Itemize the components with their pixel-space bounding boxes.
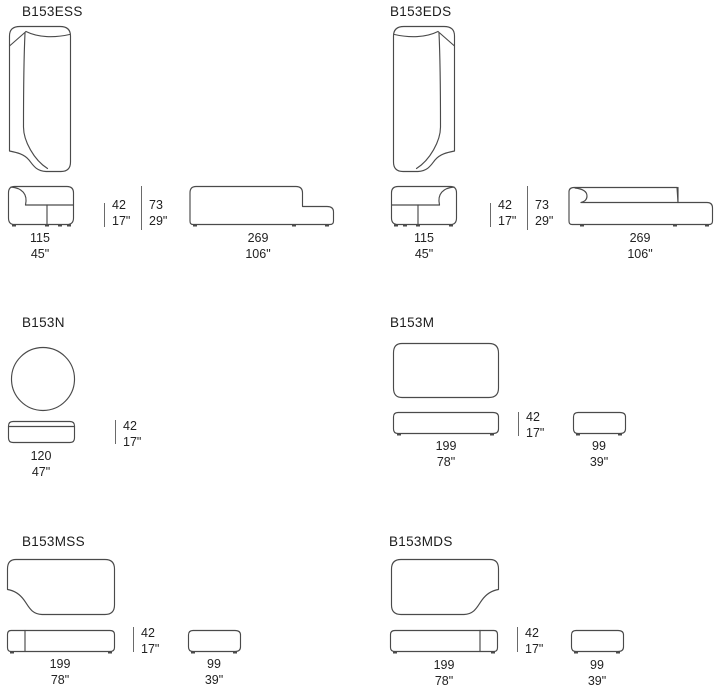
dimension-value-cm: 42 — [112, 198, 126, 212]
mds-depth-label — [565, 658, 629, 689]
dimension-value-cm: 42 — [525, 626, 539, 640]
model-ess-label: B153ESS — [22, 4, 83, 19]
m-side-view-drawing — [572, 411, 627, 438]
ess-side-view-drawing — [188, 185, 336, 228]
dimension-value-in: 17" — [112, 213, 131, 228]
model-n-label: B153N — [22, 315, 65, 330]
dimension-value-in: 17" — [525, 641, 544, 656]
dimension-value-cm: 115 — [30, 231, 50, 245]
mds-seat-height-dim-line — [517, 627, 518, 652]
ess-front-view-drawing — [7, 185, 75, 228]
n-seat-height-dim-line — [115, 420, 116, 444]
dimension-value-in: 106" — [245, 246, 271, 261]
dimension-value-cm: 99 — [590, 658, 604, 672]
model-m-label: B153M — [390, 315, 435, 330]
m-plan-view-drawing — [392, 342, 500, 399]
mss-side-view-drawing — [187, 629, 242, 655]
n-front-view-drawing — [7, 420, 76, 446]
mss-seat-height-dim-line — [133, 627, 134, 652]
eds-plan-view-drawing — [392, 25, 456, 173]
dimension-value-cm: 120 — [30, 449, 52, 463]
m-front-view-drawing — [392, 411, 500, 438]
dimension-value-in: 17" — [123, 434, 142, 449]
dimension-value-cm: 269 — [629, 231, 651, 245]
ess-width-label — [8, 231, 72, 262]
eds-back-height-dim-line — [527, 186, 528, 230]
dimension-value-cm: 42 — [526, 410, 540, 424]
dimension-value-in: 106" — [627, 246, 653, 261]
dimension-value-cm: 199 — [435, 439, 457, 453]
mds-seat-height-dim — [525, 626, 543, 657]
ess-length-label — [226, 231, 290, 262]
mss-seat-height-dim — [141, 626, 159, 657]
ess-seat-height-dim-line — [104, 203, 105, 227]
ess-back-height-dim-line — [141, 186, 142, 230]
m-seat-height-dim — [526, 410, 544, 441]
dimension-value-cm: 73 — [149, 198, 163, 212]
dimension-value-cm: 42 — [141, 626, 155, 640]
ess-back-height-dim — [149, 198, 167, 229]
dimension-value-in: 45" — [30, 246, 50, 261]
eds-width-label — [392, 231, 456, 262]
mds-length-label — [412, 658, 476, 689]
model-eds-label: B153EDS — [390, 4, 452, 19]
model-mss-label: B153MSS — [22, 534, 85, 549]
ess-seat-height-dim — [112, 198, 130, 229]
eds-seat-height-dim — [498, 198, 516, 229]
mds-plan-view-drawing — [390, 558, 500, 617]
mds-side-view-drawing — [570, 629, 625, 655]
mss-length-label — [28, 657, 92, 688]
mss-depth-label — [182, 657, 246, 688]
dimension-value-in: 39" — [204, 672, 224, 687]
mds-front-view-drawing — [389, 629, 499, 655]
dimension-value-in: 17" — [498, 213, 517, 228]
dimension-value-in: 78" — [50, 672, 70, 687]
dimension-value-cm: 115 — [414, 231, 434, 245]
dimension-value-in: 47" — [31, 464, 51, 479]
dimension-value-in: 17" — [526, 425, 545, 440]
m-seat-height-dim-line — [518, 412, 519, 436]
dimension-value-in: 78" — [434, 673, 454, 688]
mss-front-view-drawing — [6, 629, 116, 655]
dimension-value-in: 78" — [436, 454, 456, 469]
eds-back-height-dim — [535, 198, 553, 229]
dimension-value-in: 45" — [414, 246, 434, 261]
dimension-value-in: 39" — [587, 673, 607, 688]
eds-front-view-drawing — [390, 185, 458, 228]
dimension-value-cm: 99 — [592, 439, 606, 453]
eds-side-view-drawing — [567, 185, 715, 228]
dimension-value-cm: 199 — [49, 657, 71, 671]
dimension-value-in: 29" — [535, 213, 554, 228]
eds-seat-height-dim-line — [490, 203, 491, 227]
dimension-value-in: 39" — [589, 454, 609, 469]
m-length-label — [414, 439, 478, 470]
n-width-label — [9, 449, 73, 480]
model-mds-label: B153MDS — [389, 534, 453, 549]
dimension-value-in: 29" — [149, 213, 168, 228]
dimension-value-cm: 269 — [247, 231, 269, 245]
mss-plan-view-drawing — [6, 558, 116, 617]
dimension-value-cm: 99 — [207, 657, 221, 671]
eds-length-label — [608, 231, 672, 262]
dimension-value-in: 17" — [141, 641, 160, 656]
ess-plan-view-drawing — [8, 25, 72, 173]
dimension-value-cm: 42 — [123, 419, 137, 433]
n-seat-height-dim — [123, 419, 141, 450]
dimension-value-cm: 42 — [498, 198, 512, 212]
n-plan-view-drawing — [10, 346, 76, 412]
dimension-value-cm: 199 — [433, 658, 455, 672]
m-depth-label — [567, 439, 631, 470]
dimension-value-cm: 73 — [535, 198, 549, 212]
